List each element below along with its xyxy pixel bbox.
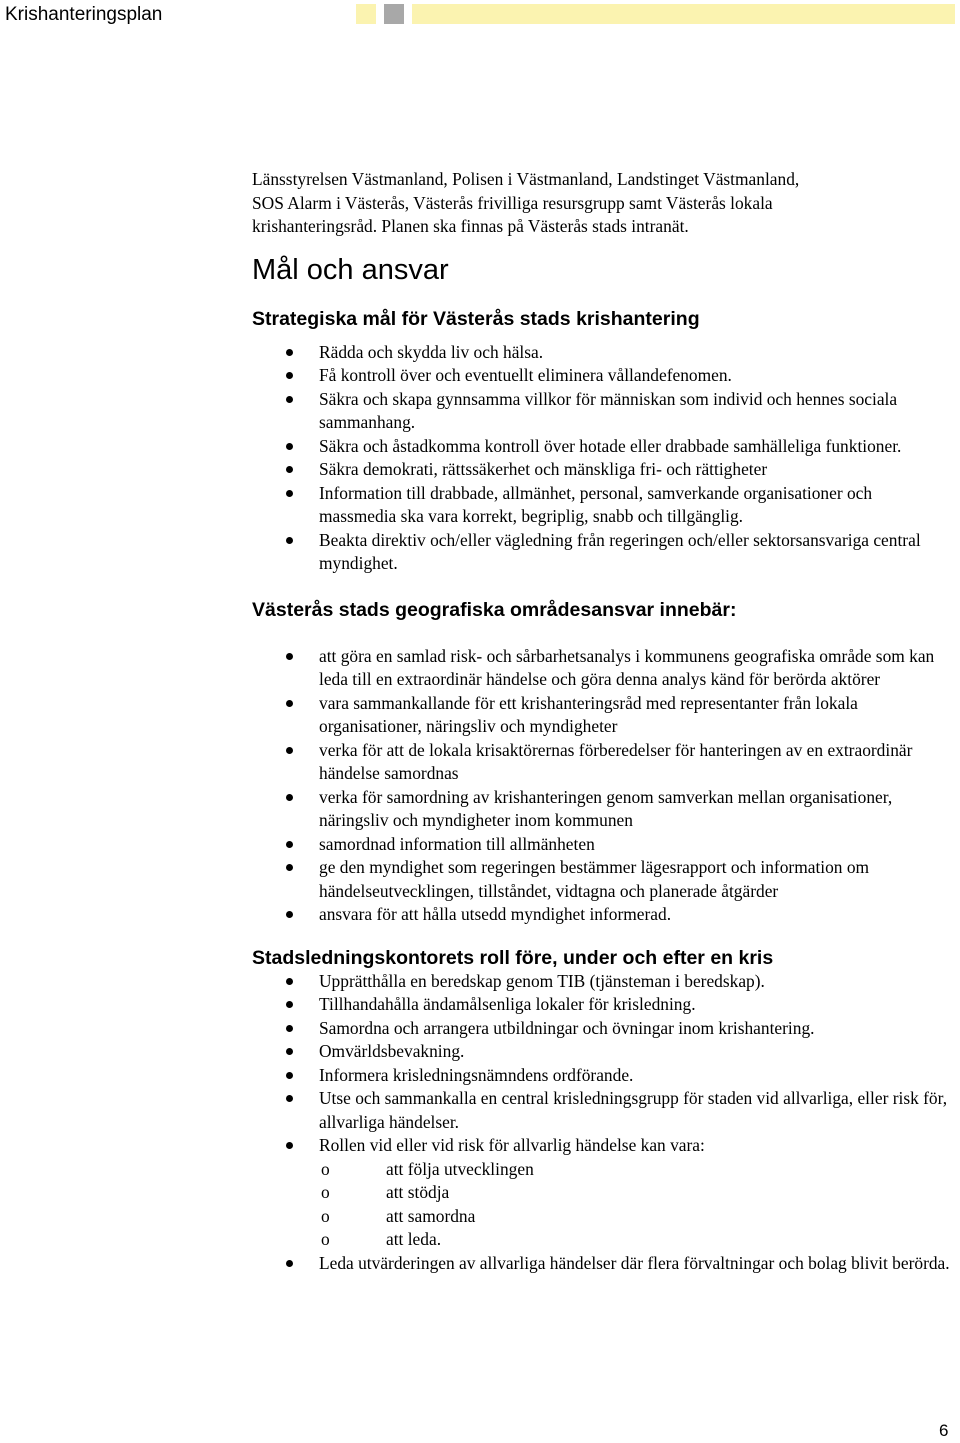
- section-title: Mål och ansvar: [252, 253, 449, 286]
- bullet-icon: [286, 1072, 293, 1079]
- sublist-item-text: att leda.: [386, 1229, 442, 1249]
- bullet-icon: [286, 396, 293, 403]
- list-item-text: Säkra demokrati, rättssäkerhet och mänskliga fri- och rättigheter: [319, 459, 768, 479]
- list-item: [252, 458, 952, 482]
- header-decor-yellow-bar: [412, 4, 955, 24]
- bullet-icon: [286, 747, 293, 754]
- o-bullet-icon: o: [321, 1158, 330, 1179]
- list-item-text: vara sammankallande för ett krishanteringsråd med representanter från lokala organisationer, näringsliv och myndigheter: [319, 692, 858, 736]
- list-item: [252, 856, 952, 903]
- sublist-item: [319, 1205, 952, 1229]
- list-item-text: Samordna och arrangera utbildningar och övningar inom krishantering.: [319, 1017, 815, 1038]
- list-item-text: ge den myndighet som regeringen bestämmer lägesrapport och information om händelseutvecklingen, tillståndet, vidtagna och planerade åtgärder: [319, 857, 870, 901]
- bullet-icon: [286, 443, 293, 450]
- geographic-responsibility-heading: Västerås stads geografiska områdesansvar innebär:: [252, 598, 737, 621]
- bullet-icon: [286, 1048, 293, 1055]
- sublist-item: [319, 1158, 952, 1182]
- list-item-text: verka för att de lokala krisaktörernas förberedelser för hanteringen av en extraordinär händelse samordnas: [319, 739, 913, 783]
- list-item-text: att göra en samlad risk- och sårbarhetsanalys i kommunens geografiska område som kan leda till en extraordinär händelse och göra denna analys känd för berörda aktörer: [319, 645, 935, 689]
- geographic-responsibility-list: [252, 645, 952, 927]
- intro-line: krishanteringsråd. Planen ska finnas på Västerås stads intranät.: [252, 216, 689, 236]
- bullet-icon: [286, 1142, 293, 1149]
- list-item-text: Utse och sammankalla en central krisledningsgrupp för staden vid allvarliga, eller risk för, allvarliga händelser.: [319, 1088, 948, 1132]
- list-item-text: Säkra och åstadkomma kontroll över hotade eller drabbade samhälleliga funktioner.: [319, 435, 902, 456]
- list-item: [252, 435, 952, 459]
- list-item-text: verka för samordning av krishanteringen genom samverkan mellan organisationer, näringsliv och myndigheter inom kommunen: [319, 786, 893, 830]
- city-management-role-list: [252, 970, 952, 1276]
- header-decor-grey-square: [384, 4, 404, 24]
- sublist-item-text: att stödja: [386, 1182, 450, 1202]
- list-item-text: Informera krisledningsnämndens ordförande.: [319, 1064, 634, 1085]
- bullet-icon: [286, 349, 293, 356]
- city-management-role-heading: Stadsledningskontorets roll före, under och efter en kris: [252, 946, 774, 969]
- list-item: [252, 364, 952, 388]
- list-item: [252, 645, 952, 692]
- bullet-icon: [286, 794, 293, 801]
- o-bullet-icon: o: [321, 1182, 330, 1202]
- list-item: [252, 529, 952, 576]
- bullet-icon: [286, 490, 293, 497]
- page-header: [0, 0, 960, 32]
- sublist-item: [319, 1228, 952, 1252]
- list-item: [252, 1017, 952, 1041]
- list-item-text: Leda utvärderingen av allvarliga händelser där flera förvaltningar och bolag blivit berörda.: [319, 1252, 950, 1273]
- strategic-goals-list: [252, 341, 952, 576]
- list-item-text: Rollen vid eller vid risk för allvarlig händelse kan vara:: [319, 1135, 705, 1155]
- bullet-icon: [286, 911, 293, 918]
- list-item-text: Upprätthålla en beredskap genom TIB (tjänsteman i beredskap).: [319, 970, 765, 991]
- list-item: [252, 903, 952, 927]
- bullet-icon: [286, 537, 293, 544]
- o-bullet-icon: o: [321, 1229, 330, 1249]
- list-item: [252, 1252, 952, 1276]
- o-bullet-icon: o: [321, 1205, 330, 1226]
- list-item-text: Information till drabbade, allmänhet, personal, samverkande organisationer och massmedia ska vara korrekt, begriplig, snabb och tillgänglig.: [319, 482, 873, 526]
- sublist-item: [319, 1181, 952, 1205]
- list-item-text: ansvara för att hålla utsedd myndighet informerad.: [319, 904, 672, 924]
- list-item-text: samordnad information till allmänheten: [319, 833, 595, 854]
- bullet-icon: [286, 700, 293, 707]
- bullet-icon: [286, 466, 293, 473]
- bullet-icon: [286, 864, 293, 871]
- list-item: [252, 833, 952, 857]
- header-title: Krishanteringsplan: [5, 4, 163, 25]
- role-sublist: [319, 1158, 952, 1252]
- bullet-icon: [286, 1095, 293, 1102]
- bullet-icon: [286, 1260, 293, 1267]
- bullet-icon: [286, 978, 293, 985]
- list-item: [252, 1134, 952, 1252]
- list-item: [252, 692, 952, 739]
- sublist-item-text: att samordna: [386, 1205, 476, 1226]
- list-item-text: Rädda och skydda liv och hälsa.: [319, 341, 544, 362]
- list-item: [252, 970, 952, 994]
- sublist-item-text: att följa utvecklingen: [386, 1158, 534, 1179]
- list-item: [252, 482, 952, 529]
- intro-line: Länsstyrelsen Västmanland, Polisen i Västmanland, Landstinget Västmanland,: [252, 169, 800, 189]
- list-item: [252, 1040, 952, 1064]
- list-item: [252, 388, 952, 435]
- intro-line: SOS Alarm i Västerås, Västerås frivilliga resursgrupp samt Västerås lokala: [252, 192, 773, 213]
- bullet-icon: [286, 1025, 293, 1032]
- bullet-icon: [286, 1001, 293, 1008]
- list-item: [252, 993, 952, 1017]
- list-item: [252, 1087, 952, 1134]
- bullet-icon: [286, 653, 293, 660]
- list-item: [252, 341, 952, 365]
- list-item-text: Tillhandahålla ändamålsenliga lokaler för krisledning.: [319, 994, 696, 1014]
- strategic-goals-heading: Strategiska mål för Västerås stads krishantering: [252, 307, 700, 330]
- list-item: [252, 786, 952, 833]
- list-item-text: Omvärldsbevakning.: [319, 1041, 465, 1061]
- list-item: [252, 1064, 952, 1088]
- list-item-text: Säkra och skapa gynnsamma villkor för människan som individ och hennes sociala sammanhang.: [319, 388, 898, 432]
- bullet-icon: [286, 841, 293, 848]
- intro-paragraph: [252, 168, 952, 239]
- list-item: [252, 739, 952, 786]
- list-item-text: Beakta direktiv och/eller vägledning från regeringen och/eller sektorsansvariga central myndighet.: [319, 529, 921, 573]
- document-body: [252, 168, 952, 1275]
- list-item-text: Få kontroll över och eventuellt eliminera vållandefenomen.: [319, 365, 732, 385]
- header-decor-yellow-square: [356, 4, 376, 24]
- bullet-icon: [286, 372, 293, 379]
- page-number: 6: [939, 1421, 949, 1440]
